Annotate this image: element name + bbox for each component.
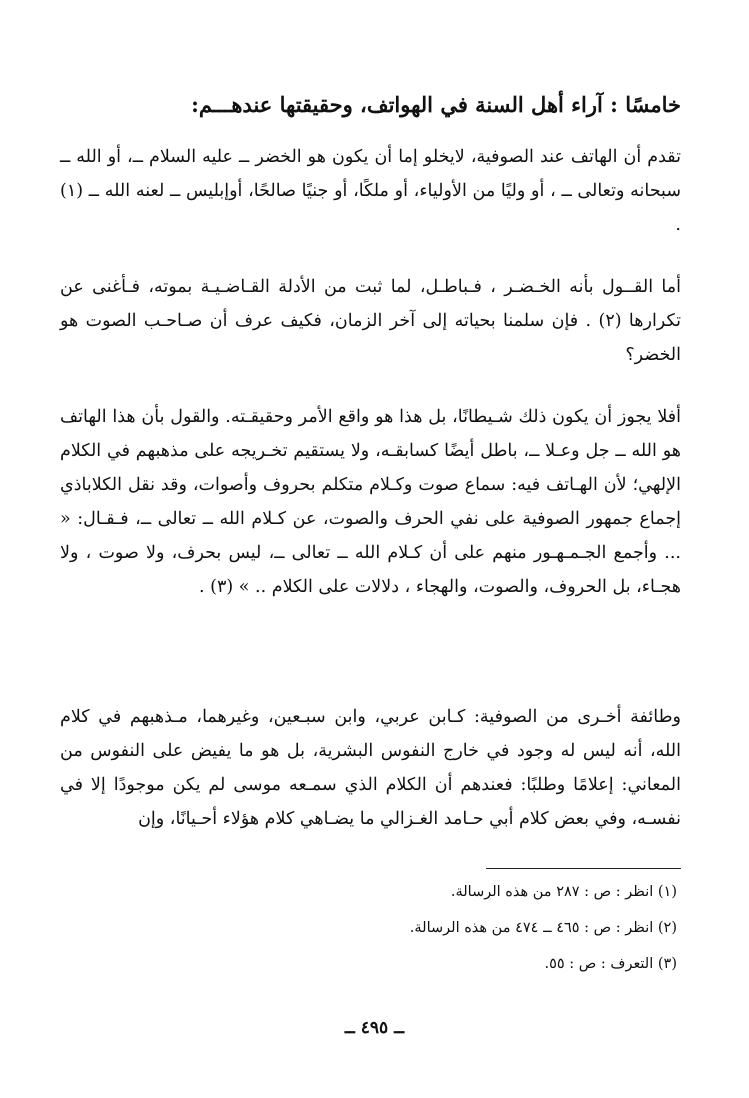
footnote-separator (486, 868, 681, 869)
footnote-1: (١) انظر : ص : ٢٨٧ من هذه الرسالة. (450, 884, 677, 900)
page-number: ــ ٤٩٥ ــ (344, 1018, 405, 1038)
paragraph-1: تقدم أن الهاتف عند الصوفية، لايخلو إما أن يكون هو الخضر ــ عليه السلام ــ، أو الله ــ سبحانه وتعالى ــ ، أو وليًا من الأولياء، أو ملكًا، أو جنيًا صالحًا، أوإبليس ــ لعنه الله ــ (١) . (60, 147, 681, 235)
footnote-2: (٢) انظر : ص : ٤٦٥ ــ ٤٧٤ من هذه الرسالة. (409, 920, 677, 936)
paragraph-3: أفلا يجوز أن يكون ذلك شـيطانًا، بل هذا هو واقع الأمر وحقيقـته. والقول بأن هذا الهاتف هو الله ــ جل وعـلا ــ، باطل أيضًا كسابقـه، ولا يستقيم تخـريجه على مذهبهم في الكلام الإلهي؛ لأن الهـاتف فيه: سماع صوت وكـلام متكلم بحروف وأصوات، وقد نقل الكلاباذي إجماع جمهور الصوفية على نفي الحرف والصوت، عن كـلام الله ــ تعالى ــ، فـقـال: « ... وأجمع الجـمـهـور منهم على أن كـلام الله ــ تعالى ــ، ليس بحرف، ولا صوت ، ولا هجـاء، بل الحروف، والصوت، والهجاء ، دلالات على الكلام .. » (٣) . (60, 407, 681, 597)
paragraph-4: وطائفة أخـرى من الصوفية: كـابن عربي، وابن سبـعين، وغيرهما، مـذهبهم في كلام الله، أنه ليس له وجود في خارج النفوس البشرية، بل هو ما يفيض على النفوس من المعاني: إعلامًا وطلبًا: فعندهم أن الكلام الذي سمـعه موسى لم يكن موجودًا إلا في نفسـه، وفي بعض كلام أبي حـامد الغـزالي ما يضـاهي كلام هؤلاء أحـيانًا، وإن (60, 707, 681, 829)
section-heading: خامسًا : آراء أهل السنة في الهواتف، وحقيقتها عندهـــم: (191, 92, 681, 117)
paragraph-2: أما القــول بأنه الخـضـر ، فـباطـل، لما ثبت من الأدلة القـاضـيـة بموته، فـأغنى عن تكرارها (٢) . فإن سلمنا بحياته إلى آخر الزمان، فكيف عرف أن صـاحـب الصوت هو الخضر؟ (60, 277, 681, 365)
footnote-3: (٣) التعرف : ص : ٥٥. (544, 956, 677, 972)
